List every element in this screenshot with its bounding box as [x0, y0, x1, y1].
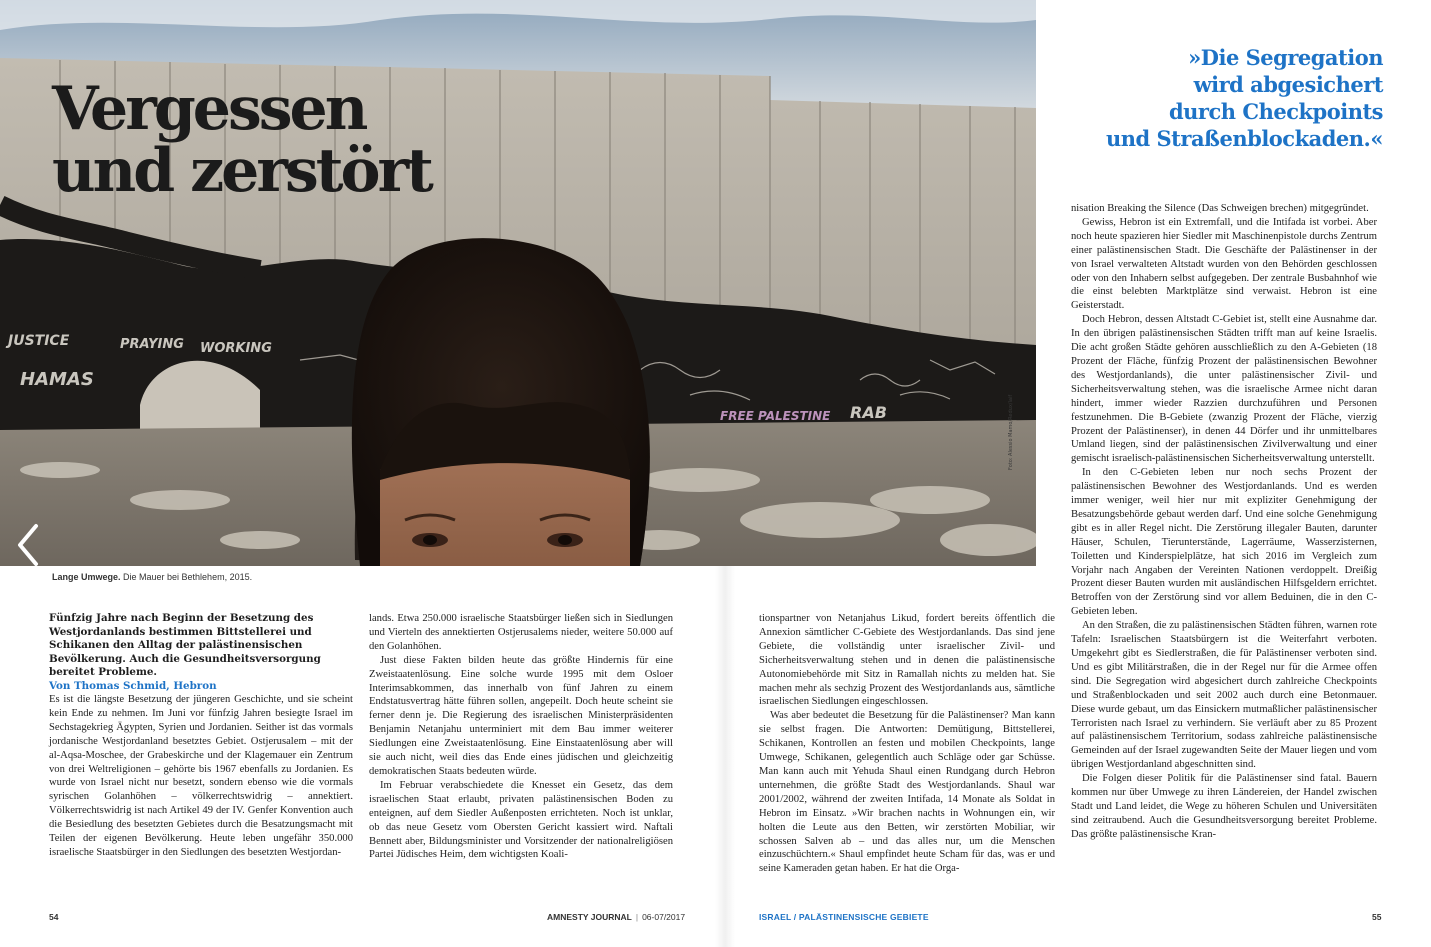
section-label: ISRAEL / PALÄSTINENSISCHE GEBIETE [759, 912, 929, 922]
pull-quote-line-4: und Straßenblockaden.« [1105, 126, 1383, 151]
article-headline [52, 74, 431, 206]
graffiti-rab: RAB [850, 403, 887, 422]
paragraph: Die Folgen dieser Politik für die Palästinenser sind fatal. Bauern kommen nur über Umwege zu ihren Ländereien, der Handel zwischen Stadt und Land leidet, die Wege zu höheren Schulen und Universitäten sind zeitraubend. Auch die Gesundheitsversorgung bereitet Probleme. Das größte palästinensische Kran- [1071, 773, 1377, 840]
paragraph: lands. Etwa 250.000 israelische Staatsbürger ließen sich in Siedlungen und Vierteln des annektierten Ostjerusalems nieder, weitere 50.000 auf den Golanhöhen. [369, 613, 673, 652]
graffiti-working: WORKING [200, 341, 272, 356]
pull-quote-line-2: wird abgesichert [1193, 72, 1383, 97]
paragraph: Es ist die längste Besetzung der jüngeren Geschichte, und sie scheint kein Ende zu nehmen. Im Juni vor fünfzig Jahren besiegte Israel im Sechstagekrieg Ägypten, Syrien und Jordanien. Seither ist das vormals jordanische Westjordanland besetztes Gebiet. Ostjerusalem – mit der al-Aqsa-Moschee, der Grabeskirche und der Klagemauer ein Zentrum von drei Weltreligionen – gehörte bis 1967 ebenfalls zu Jordanien. Es wurde von Israel nicht nur besetzt, sondern ebenso wie die vormals syrischen Golanhöhen – völkerrechtswidrig – annektiert. Völkerrechtswidrig ist nach Artikel 49 der IV. Genfer Konvention auch die Besiedlung des besetzten Gebietes durch die Besatzungsmacht mit Teilen der eigenen Bevölkerung. Heute leben ungefähr 350.000 israelische Staatsbürger in den Siedlungen des besetzten Westjordan- [49, 694, 353, 858]
photo-caption [52, 572, 252, 582]
paragraph: Gewiss, Hebron ist ein Extremfall, und die Intifada ist vorbei. Aber noch heute spazieren hier Siedler mit Maschinenpistole durchs Zentrum einer palästinensischen Stadt. Die Geschäfte der Palästinenser in der von Israel verwalteten Altstadt wurden von den Behörden geschlossen oder von den Inhabern selbst aufgegeben. Der zentrale Busbahnhof wie die einst belebten Marktplätze sind verwaist. Hebron ist eine Geisterstadt. [1071, 216, 1377, 312]
pull-quote [1083, 44, 1383, 152]
text-column-3 [759, 612, 1055, 876]
text-column-1 [49, 693, 353, 860]
caption-title: Lange Umwege. [52, 572, 121, 582]
paragraph: An den Straßen, die zu palästinensischen Städten führen, warnen rote Tafeln: Israelischen Staatsbürgern ist die Weiterfahrt verboten. Umgekehrt gibt es Siedlerstraßen, die für Palästinenser verboten sind. Und es gibt Militärstraßen, die in der Regel nur für die Armee offen sind. Die Segregation wird abgesichert durch zahlreiche Checkpoints und Straßenblockaden und seit 2002 auch durch eine Betonmauer. Diese wurde gebaut, um das Einsickern mutmaßlicher palästinensischer Terroristen nach Israel zu verhindern. Sie verläuft aber zu 85 Prozent auf palästinensischem Territorium, sodass zahlreiche palästinensische Gemeinden auf der Israel zugewandten Seite der Mauer liegen und vom übrigen Westjordanland abgeschnitten sind. [1071, 620, 1377, 771]
headline-line-1: Vergessen [52, 74, 366, 144]
paragraph: tionspartner von Netanjahus Likud, fordert bereits öffentlich die Annexion sämtlicher C-Gebiete des Westjordanlands. Das sind jene Gebiete, die vollständig unter israelischer Zivil- und Sicherheitsverwaltung stehen und in denen die palästinensische Autonomiebehörde mit Sitz in Ramallah nichts zu melden hat. Sie machen mehr als sechzig Prozent des Westjordanlands aus, sämtliche israelischen Siedlungen eingeschlossen. [759, 613, 1055, 708]
chevron-left-icon [10, 520, 44, 566]
lead-text: Fünfzig Jahre nach Beginn der Besetzung des Westjordanlands bestimmen Bittstellerei und Schikanen den Alltag der palästinensischen Bevölkerung. Auch die Gesundheitsversorgung bereitet Probleme. [49, 612, 321, 679]
graffiti-justice: JUSTICE [8, 333, 70, 349]
paragraph: Was aber bedeutet die Besetzung für die Palästinenser? Man kann sie selbst fragen. Die Antworten: Demütigung, Bittstellerei, Schikanen, Kontrollen an festen und mobilen Checkpoints, lange Umwege, Schikanen, gelegentlich auch Schläge oder gar Schüsse. Man kann auch mit Yehuda Shaul einen Rundgang durch Hebron unternehmen, die größte Stadt des Westjordanlands. Shaul war 2001/2002, während der zweiten Intifada, 14 Monate als Soldat in Hebron im Einsatz. »Wir brachen nachts in Wohnungen ein, wir holten die Leute aus den Betten, wir zerstörten Mobiliar, wir schossen Salven ab – und das alles nur, um die Menschen einzuschüchtern.« Shaul empfindet heute Scham für das, was er und seine Kameraden getan haben. Er hat die Orga- [759, 710, 1055, 875]
pull-quote-line-1: »Die Segregation [1188, 45, 1383, 70]
pull-quote-line-3: durch Checkpoints [1168, 99, 1383, 124]
page-gutter [715, 566, 735, 947]
caption-text: Die Mauer bei Bethlehem, 2015. [120, 572, 253, 582]
journal-footer [547, 912, 685, 922]
paragraph: Im Februar verabschiedete die Knesset ein Gesetz, das dem israelischen Staat erlaubt, privaten palästinensischen Boden zu enteignen, auf dem Siedler Außenposten errichteten. Noch ist unklar, ob das neue Gesetz vom Obersten Gericht kassiert wird. Naftali Bennett aber, Bildungsminister und Vorsitzender der nationalreligiösen Partei Jüdisches Heim, dem wichtigsten Koali- [369, 779, 673, 861]
photo-credit: Foto: Alessio Mamo/Redux/laif [1008, 394, 1014, 470]
paragraph: Just diese Fakten bilden heute das größte Hindernis für eine Zweistaatenlösung. Eine solche wurde 1995 mit dem Osloer Interimsabkommen, das innerhalb von fünf Jahren zu einem Endstatusvertrag hätte führen sollen, angepeilt. Doch heute scheint sie ferner denn je. Die Regierung des israelischen Ministerpräsidenten Benjamin Netanjahu unterminiert mit dem Bau immer weiterer Siedlungen eine Zweistaatenlösung. Eine Einstaatenlösung aber will sie auch nicht, weil dies das Ende eines jüdischen und gleichzeitig demokratischen Staats bedeuten würde. [369, 654, 673, 777]
graffiti-free-palestine: FREE PALESTINE [720, 409, 831, 423]
headline-line-2: und zerstört [52, 136, 431, 206]
paragraph: nisation Breaking the Silence (Das Schweigen brechen) mitgegründet. [1071, 203, 1369, 214]
journal-name: AMNESTY JOURNAL [547, 912, 632, 922]
footer-separator: | [635, 912, 639, 922]
article-lead [49, 612, 349, 694]
text-column-4 [1071, 202, 1377, 842]
graffiti-hamas: HAMAS [20, 369, 94, 390]
previous-photo-button[interactable] [10, 520, 44, 566]
paragraph: In den C-Gebieten leben nur noch sechs Prozent der palästinensischen Bewohner des Westjordanlands. Und es werden immer weniger, weil hier nur mit expliziter Genehmigung der Besatzungsbehörde gebaut werden darf. Und eine solche Genehmigung gibt es in aller Regel nicht. Die Zerstörung illegaler Bauten, darunter Häuser, Schulen, Tierunterstände, Lagerräume, Wasserzisternen, Toiletten und Kinderspielplätze, hat sich 2016 im Vergleich zum Vorjahr nach Angaben der Vereinten Nationen verdoppelt. Dreißig Prozent dieser Bauten wurden mit ausländischen Hilfsgeldern errichtet. Betroffen von der Zerstörung sind vor allem Beduinen, die in den C-Gebieten leben. [1071, 467, 1377, 618]
paragraph: Doch Hebron, dessen Altstadt C-Gebiet ist, stellt eine Ausnahme dar. In den übrigen palästinensischen Städten trifft man auf keine Israelis. Die acht großen Städte gehören ausschließlich zu den A-Gebieten (18 Prozent der Fläche, fünfzig Prozent der palästinensischen Bewohner des Westjordanlands), die unter palästinensischer Zivil- und Sicherheitsverwaltung stehen, was die israelische Armee nicht daran hindert, immer wieder Razzien durchzuführen und Personen festzunehmen. Die B-Gebiete (zwanzig Prozent der Fläche, vierzig Prozent der Palästinenser), in denen 44 Dörfer und ihr unmittelbares Umland liegen, sind der palästinensischen Zivilverwaltung und einer gemischt israelisch-palästinensischen Sicherheitsverwaltung unterstellt. [1071, 314, 1377, 465]
page-number-right: 55 [1372, 912, 1382, 922]
issue-number: 06-07/2017 [642, 912, 686, 922]
text-column-2 [369, 612, 673, 862]
author-byline: Von Thomas Schmid, Hebron [49, 679, 217, 692]
page-number-left: 54 [49, 912, 59, 922]
graffiti-praying: PRAYING [120, 337, 184, 352]
